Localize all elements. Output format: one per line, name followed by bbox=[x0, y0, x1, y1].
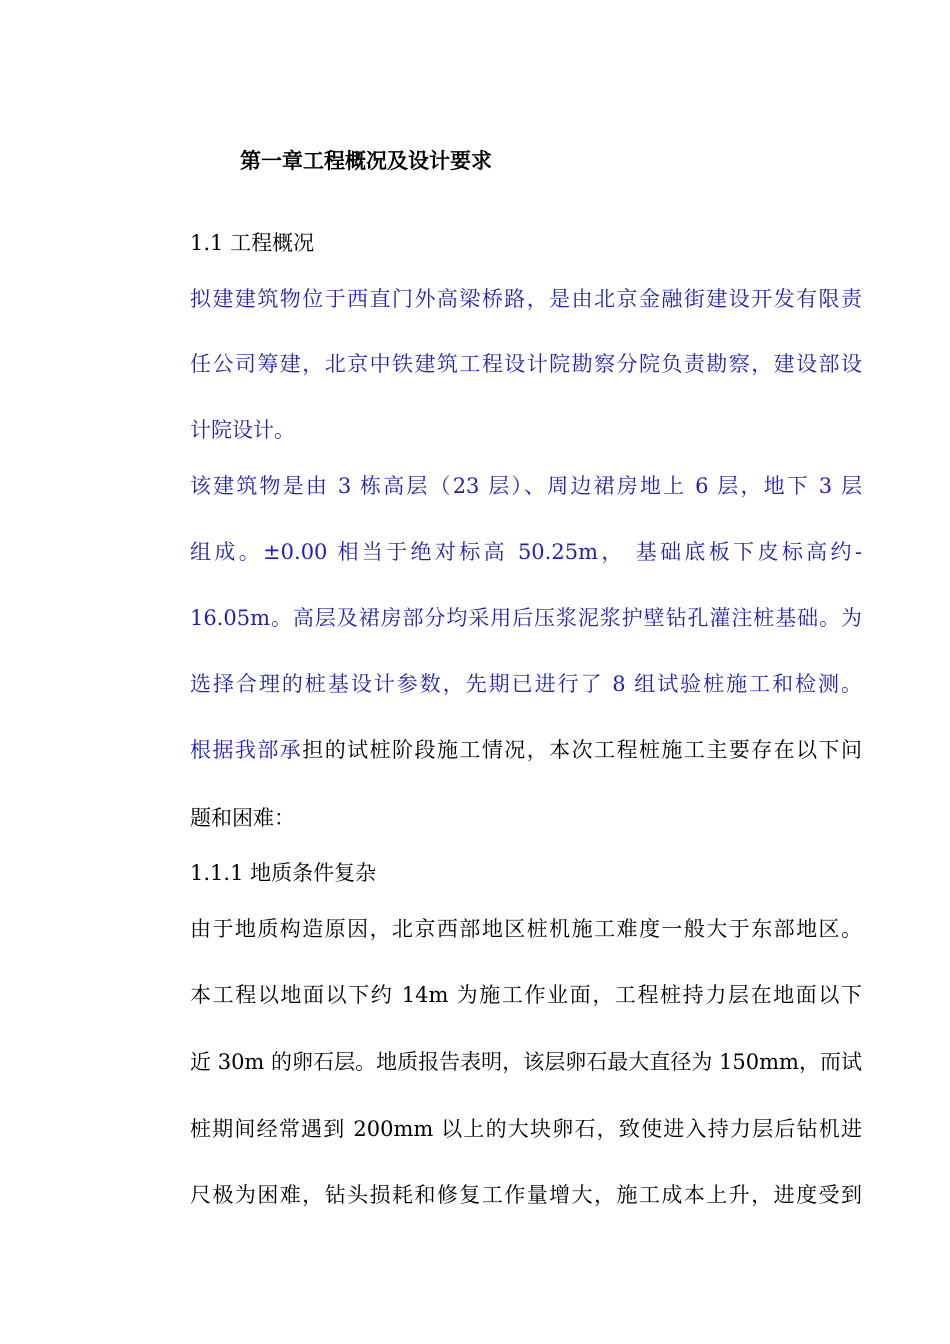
paragraph-2-line-1: 该建筑物是由 3 栋高层（23 层）、周边裙房地上 6 层，地下 3 层 bbox=[190, 474, 862, 498]
paragraph-2-line-6: 题和困难： bbox=[190, 806, 295, 830]
paragraph-2-line-5-black: 担的试桩阶段施工情况，本次工程桩施工主要存在以下问 bbox=[302, 738, 862, 762]
paragraph-2-line-5 bbox=[190, 735, 862, 765]
paragraph-1-line-3: 计院设计。 bbox=[190, 418, 295, 442]
paragraph-2-line-5-blue: 根据我部承 bbox=[190, 738, 303, 762]
section-heading-1-1: 1.1 工程概况 bbox=[190, 231, 315, 255]
paragraph-2-line-4: 选择合理的桩基设计参数，先期已进行了 8 组试验桩施工和检测。 bbox=[190, 672, 862, 696]
paragraph-3-line-4: 桩期间经常遇到 200mm 以上的大块卵石，致使进入持力层后钻机进 bbox=[190, 1117, 862, 1141]
section-heading-1-1-1: 1.1.1 地质条件复杂 bbox=[190, 861, 377, 885]
paragraph-1-line-1: 拟建建筑物位于西直门外高梁桥路，是由北京金融街建设开发有限责 bbox=[190, 287, 862, 311]
paragraph-1-line-2: 任公司筹建，北京中铁建筑工程设计院勘察分院负责勘察，建设部设 bbox=[190, 352, 862, 376]
chapter-title: 第一章工程概况及设计要求 bbox=[240, 148, 492, 173]
paragraph-3-line-3: 近 30m 的卵石层。地质报告表明，该层卵石最大直径为 150mm，而试 bbox=[190, 1050, 862, 1074]
paragraph-2-line-3: 16.05m。高层及裙房部分均采用后压浆泥浆护壁钻孔灌注桩基础。为 bbox=[190, 606, 862, 630]
paragraph-3-line-2: 本工程以地面以下约 14m 为施工作业面，工程桩持力层在地面以下 bbox=[190, 983, 862, 1007]
paragraph-2-line-2: 组成。±0.00 相当于绝对标高 50.25m， 基础底板下皮标高约- bbox=[190, 540, 862, 564]
paragraph-3-line-5: 尺极为困难，钻头损耗和修复工作量增大，施工成本上升，进度受到 bbox=[190, 1183, 862, 1207]
paragraph-3-line-1: 由于地质构造原因，北京西部地区桩机施工难度一般大于东部地区。 bbox=[190, 917, 862, 941]
